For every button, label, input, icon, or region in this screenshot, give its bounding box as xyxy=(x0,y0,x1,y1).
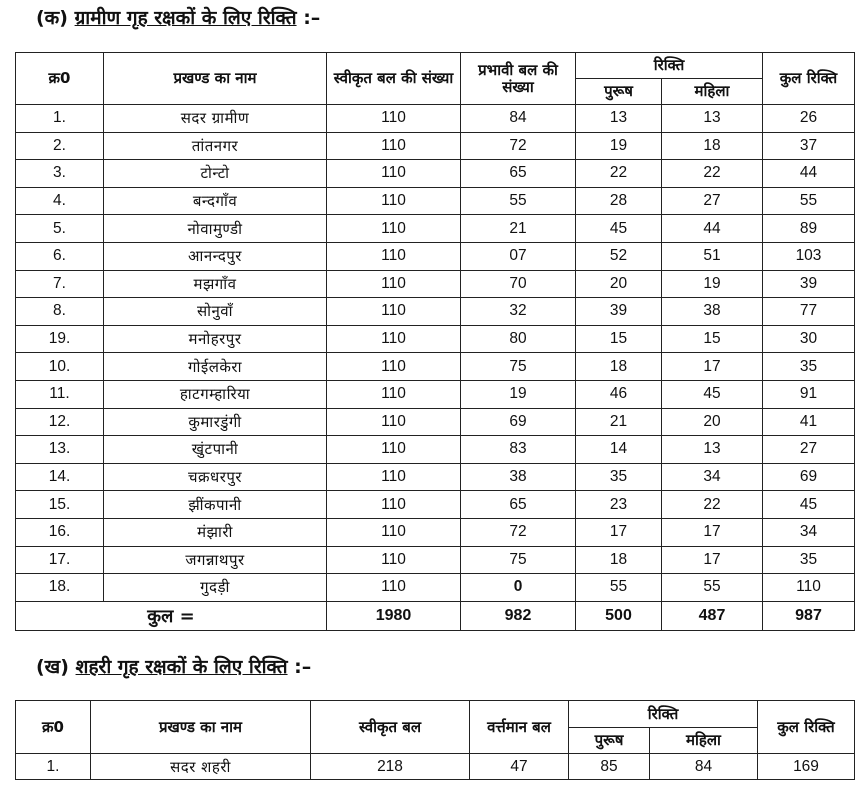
cell-effective: 55 xyxy=(461,187,576,215)
table-row xyxy=(16,380,855,408)
cell-male: 55 xyxy=(576,574,662,602)
cell-sn: 4. xyxy=(16,187,104,215)
cell-sn: 1. xyxy=(16,105,104,133)
cell-effective: 75 xyxy=(461,353,576,381)
cell-sn: 13. xyxy=(16,436,104,464)
cell-sanctioned: 110 xyxy=(327,187,461,215)
cell-male: 19 xyxy=(576,132,662,160)
table-row xyxy=(16,574,855,602)
header-female: महिला xyxy=(650,728,758,754)
cell-female: 13 xyxy=(662,105,763,133)
header-sanctioned: स्वीकृत बल की संख्या xyxy=(327,53,461,105)
cell-name: नोवामुण्डी xyxy=(104,215,327,243)
table-row xyxy=(16,298,855,326)
cell-male: 20 xyxy=(576,270,662,298)
cell-effective: 19 xyxy=(461,380,576,408)
cell-sanctioned: 110 xyxy=(327,380,461,408)
header-male: पुरूष xyxy=(569,728,650,754)
cell-effective: 80 xyxy=(461,325,576,353)
cell-male: 39 xyxy=(576,298,662,326)
totals-label: कुल = xyxy=(16,601,327,630)
cell-sanctioned: 110 xyxy=(327,270,461,298)
cell-total: 30 xyxy=(763,325,855,353)
cell-sanctioned: 110 xyxy=(327,105,461,133)
cell-female: 55 xyxy=(662,574,763,602)
cell-sn: 2. xyxy=(16,132,104,160)
cell-total: 77 xyxy=(763,298,855,326)
cell-sanctioned: 110 xyxy=(327,160,461,188)
cell-name: सोनुवाँ xyxy=(104,298,327,326)
cell-sn: 3. xyxy=(16,160,104,188)
table-row xyxy=(16,546,855,574)
cell-female: 15 xyxy=(662,325,763,353)
cell-name: झींकपानी xyxy=(104,491,327,519)
cell-female: 34 xyxy=(662,463,763,491)
cell-effective: 69 xyxy=(461,408,576,436)
cell-total: 37 xyxy=(763,132,855,160)
cell-total: 91 xyxy=(763,380,855,408)
cell-name: टोन्टो xyxy=(104,160,327,188)
cell-female: 45 xyxy=(662,380,763,408)
cell-effective: 07 xyxy=(461,242,576,270)
cell-name: सदर शहरी xyxy=(91,754,311,780)
cell-sn: 14. xyxy=(16,463,104,491)
cell-sn: 17. xyxy=(16,546,104,574)
table-row xyxy=(16,132,855,160)
cell-effective: 72 xyxy=(461,518,576,546)
cell-sanctioned: 110 xyxy=(327,242,461,270)
table-row xyxy=(16,463,855,491)
cell-effective: 32 xyxy=(461,298,576,326)
section-b-heading xyxy=(36,656,311,678)
cell-effective: 65 xyxy=(461,160,576,188)
cell-name: गुदड़ी xyxy=(104,574,327,602)
cell-effective: 65 xyxy=(461,491,576,519)
cell-female: 84 xyxy=(650,754,758,780)
header-block-name: प्रखण्ड का नाम xyxy=(91,701,311,754)
cell-sn: 12. xyxy=(16,408,104,436)
table-row xyxy=(16,160,855,188)
cell-female: 51 xyxy=(662,242,763,270)
cell-name: आनन्दपुर xyxy=(104,242,327,270)
cell-effective: 38 xyxy=(461,463,576,491)
cell-female: 27 xyxy=(662,187,763,215)
header-serial: क्र0 xyxy=(16,53,104,105)
cell-female: 20 xyxy=(662,408,763,436)
cell-name: मंझारी xyxy=(104,518,327,546)
cell-total: 26 xyxy=(763,105,855,133)
cell-male: 45 xyxy=(576,215,662,243)
cell-total: 69 xyxy=(763,463,855,491)
totals-effective: 982 xyxy=(461,601,576,630)
cell-male: 13 xyxy=(576,105,662,133)
header-total: कुल रिक्ति xyxy=(763,53,855,105)
cell-total: 35 xyxy=(763,546,855,574)
cell-total: 27 xyxy=(763,436,855,464)
header-total: कुल रिक्ति xyxy=(758,701,855,754)
table-row xyxy=(16,408,855,436)
section-b-suffix: :– xyxy=(294,656,312,678)
cell-name: मझगाँव xyxy=(104,270,327,298)
cell-male: 52 xyxy=(576,242,662,270)
cell-sanctioned: 110 xyxy=(327,325,461,353)
cell-sanctioned: 110 xyxy=(327,491,461,519)
cell-sn: 10. xyxy=(16,353,104,381)
cell-total: 44 xyxy=(763,160,855,188)
table-row xyxy=(16,491,855,519)
table-row xyxy=(16,325,855,353)
urban-table-body xyxy=(16,754,855,780)
cell-female: 38 xyxy=(662,298,763,326)
totals-sanctioned: 1980 xyxy=(327,601,461,630)
cell-male: 18 xyxy=(576,546,662,574)
cell-sanctioned: 218 xyxy=(311,754,470,780)
totals-total: 987 xyxy=(763,601,855,630)
cell-female: 13 xyxy=(662,436,763,464)
header-female: महिला xyxy=(662,79,763,105)
cell-total: 169 xyxy=(758,754,855,780)
section-b-prefix: (ख) xyxy=(36,656,69,678)
section-a-prefix: (क) xyxy=(36,7,68,29)
cell-name: चक्रधरपुर xyxy=(104,463,327,491)
cell-total: 39 xyxy=(763,270,855,298)
cell-male: 14 xyxy=(576,436,662,464)
totals-male: 500 xyxy=(576,601,662,630)
cell-effective: 70 xyxy=(461,270,576,298)
urban-vacancy-table xyxy=(15,700,855,780)
cell-name: खुंटपानी xyxy=(104,436,327,464)
rural-vacancy-table xyxy=(15,52,855,631)
cell-name: गोईलकेरा xyxy=(104,353,327,381)
section-a-title: ग्रामीण गृह रक्षकों के लिए रिक्ति xyxy=(74,7,297,29)
cell-male: 17 xyxy=(576,518,662,546)
cell-sn: 7. xyxy=(16,270,104,298)
cell-sn: 6. xyxy=(16,242,104,270)
cell-name: बन्दगाँव xyxy=(104,187,327,215)
cell-female: 19 xyxy=(662,270,763,298)
rural-table-body xyxy=(16,105,855,602)
cell-sanctioned: 110 xyxy=(327,463,461,491)
cell-sanctioned: 110 xyxy=(327,353,461,381)
cell-name: हाटगम्हारिया xyxy=(104,380,327,408)
cell-sanctioned: 110 xyxy=(327,298,461,326)
cell-sanctioned: 110 xyxy=(327,546,461,574)
cell-total: 34 xyxy=(763,518,855,546)
cell-total: 45 xyxy=(763,491,855,519)
cell-sanctioned: 110 xyxy=(327,215,461,243)
cell-male: 28 xyxy=(576,187,662,215)
section-a-suffix: :– xyxy=(303,7,321,29)
cell-sn: 18. xyxy=(16,574,104,602)
table-row xyxy=(16,518,855,546)
cell-sn: 1. xyxy=(16,754,91,780)
totals-female: 487 xyxy=(662,601,763,630)
cell-total: 55 xyxy=(763,187,855,215)
cell-sanctioned: 110 xyxy=(327,408,461,436)
cell-total: 110 xyxy=(763,574,855,602)
cell-sn: 8. xyxy=(16,298,104,326)
cell-male: 46 xyxy=(576,380,662,408)
cell-female: 17 xyxy=(662,353,763,381)
header-current: वर्त्तमान बल xyxy=(470,701,569,754)
cell-female: 17 xyxy=(662,518,763,546)
cell-female: 22 xyxy=(662,491,763,519)
cell-name: सदर ग्रामीण xyxy=(104,105,327,133)
cell-name: जगन्नाथपुर xyxy=(104,546,327,574)
cell-female: 44 xyxy=(662,215,763,243)
header-serial: क्र0 xyxy=(16,701,91,754)
cell-male: 21 xyxy=(576,408,662,436)
cell-total: 103 xyxy=(763,242,855,270)
cell-sn: 5. xyxy=(16,215,104,243)
cell-sanctioned: 110 xyxy=(327,518,461,546)
cell-effective: 75 xyxy=(461,546,576,574)
cell-male: 18 xyxy=(576,353,662,381)
cell-effective: 84 xyxy=(461,105,576,133)
cell-female: 22 xyxy=(662,160,763,188)
header-male: पुरूष xyxy=(576,79,662,105)
cell-total: 89 xyxy=(763,215,855,243)
cell-effective: 0 xyxy=(461,574,576,602)
table-row xyxy=(16,187,855,215)
cell-effective: 21 xyxy=(461,215,576,243)
cell-sn: 19. xyxy=(16,325,104,353)
cell-current: 47 xyxy=(470,754,569,780)
cell-total: 41 xyxy=(763,408,855,436)
header-effective: प्रभावी बल की संख्या xyxy=(461,53,576,105)
cell-sn: 16. xyxy=(16,518,104,546)
totals-row xyxy=(16,601,855,630)
table-row xyxy=(16,242,855,270)
cell-name: तांतनगर xyxy=(104,132,327,160)
cell-female: 18 xyxy=(662,132,763,160)
cell-male: 35 xyxy=(576,463,662,491)
table-row xyxy=(16,754,855,780)
cell-sanctioned: 110 xyxy=(327,574,461,602)
cell-male: 15 xyxy=(576,325,662,353)
section-a-heading xyxy=(36,7,320,29)
table-row xyxy=(16,105,855,133)
cell-male: 22 xyxy=(576,160,662,188)
header-sanctioned: स्वीकृत बल xyxy=(311,701,470,754)
cell-total: 35 xyxy=(763,353,855,381)
table-row xyxy=(16,353,855,381)
table-row xyxy=(16,436,855,464)
cell-effective: 72 xyxy=(461,132,576,160)
cell-sanctioned: 110 xyxy=(327,436,461,464)
cell-sn: 11. xyxy=(16,380,104,408)
cell-name: कुमारडुंगी xyxy=(104,408,327,436)
cell-female: 17 xyxy=(662,546,763,574)
header-vacancy: रिक्ति xyxy=(576,53,763,79)
section-b-title: शहरी गृह रक्षकों के लिए रिक्ति xyxy=(75,656,288,678)
cell-male: 85 xyxy=(569,754,650,780)
cell-sn: 15. xyxy=(16,491,104,519)
header-block-name: प्रखण्ड का नाम xyxy=(104,53,327,105)
cell-name: मनोहरपुर xyxy=(104,325,327,353)
cell-male: 23 xyxy=(576,491,662,519)
cell-effective: 83 xyxy=(461,436,576,464)
cell-sanctioned: 110 xyxy=(327,132,461,160)
header-vacancy: रिक्ति xyxy=(569,701,758,728)
table-row xyxy=(16,215,855,243)
table-row xyxy=(16,270,855,298)
